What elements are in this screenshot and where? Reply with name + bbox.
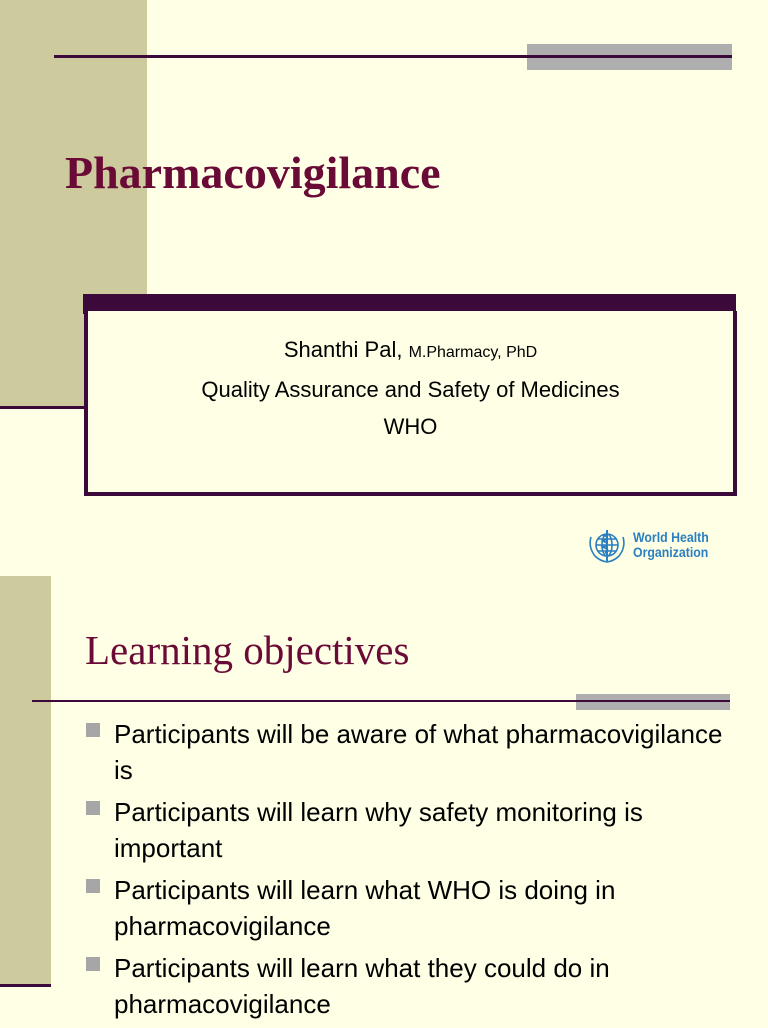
list-item [86, 794, 736, 866]
author-line [88, 331, 733, 371]
department: Quality Assurance and Safety of Medicines [201, 377, 620, 402]
list-item [86, 872, 736, 944]
author-credentials: M.Pharmacy, PhD [408, 344, 538, 361]
slide2-band-rule [0, 984, 51, 987]
who-logo-line2: Organization [633, 544, 709, 560]
list-item-text: Participants will learn what WHO is doing in pharmacovigilance [114, 875, 616, 941]
square-bullet-icon [86, 957, 100, 971]
objectives-list [86, 716, 736, 1028]
slide1-band-rule [0, 406, 86, 409]
who-logo [585, 524, 720, 566]
who-logo-text [633, 530, 709, 560]
list-item-text: Participants will learn what they could do in pharmacovigilance [114, 953, 610, 1019]
list-item [86, 716, 736, 788]
slide2-side-band [0, 576, 51, 986]
who-emblem-icon [585, 525, 629, 565]
who-logo-line1: World Health [633, 529, 709, 545]
slide2-title: Learning objectives [85, 627, 410, 673]
list-item [86, 950, 736, 1022]
slide2-accent-bar [576, 694, 730, 710]
slide1-accent-bar [527, 44, 732, 70]
author-name: Shanthi Pal, [283, 337, 409, 362]
organization: WHO [383, 414, 438, 439]
square-bullet-icon [86, 879, 100, 893]
subtitle-box [84, 311, 737, 496]
list-item-text: Participants will learn why safety monitoring is important [114, 797, 643, 863]
square-bullet-icon [86, 723, 100, 737]
slide1-title: Pharmacovigilance [65, 147, 441, 198]
square-bullet-icon [86, 801, 100, 815]
list-item-text: Participants will be aware of what pharmacovigilance is [114, 719, 723, 785]
